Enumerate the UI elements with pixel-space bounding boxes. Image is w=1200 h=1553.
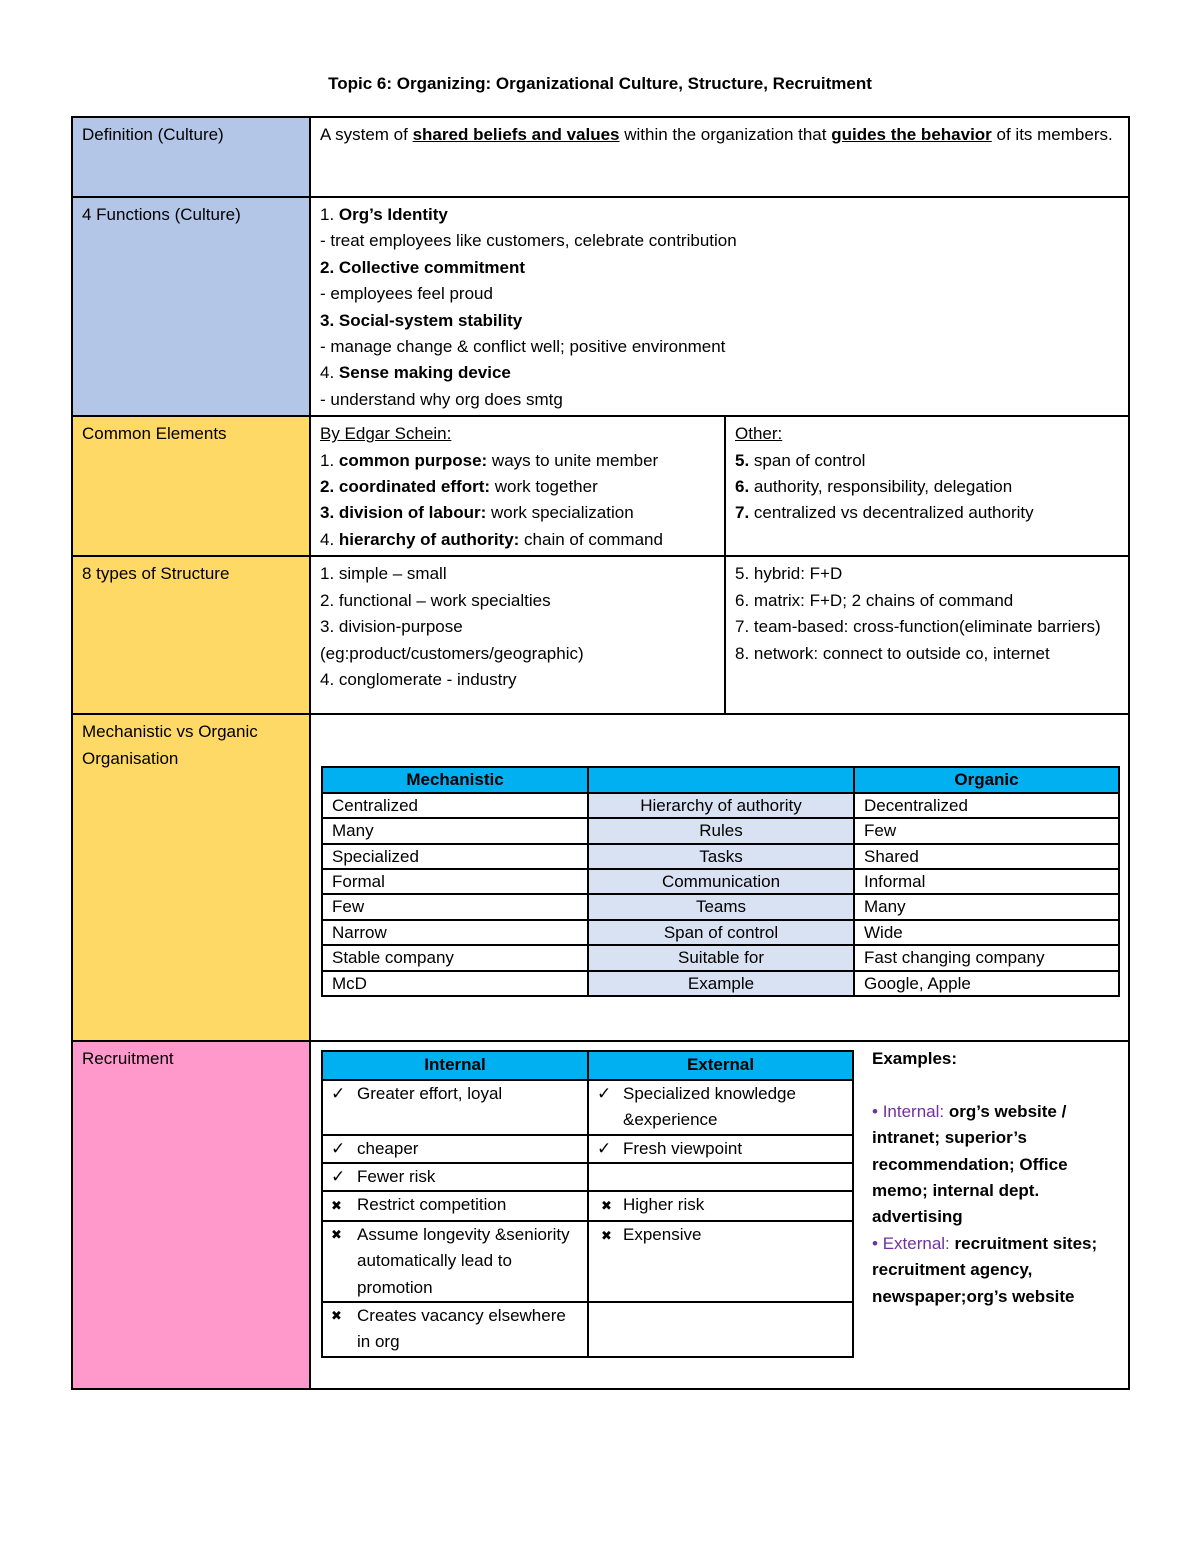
recruitment-cell bbox=[588, 1163, 853, 1191]
element-item: 1. common purpose: ways to unite member bbox=[320, 450, 659, 470]
function-desc: - manage change & conflict well; positive environment bbox=[320, 337, 726, 357]
elements-row bbox=[72, 416, 1129, 556]
table-row bbox=[322, 1302, 853, 1357]
check-icon: ✓ bbox=[331, 1138, 346, 1158]
structure-row bbox=[72, 556, 1129, 714]
cross-icon: ✖ bbox=[601, 1198, 612, 1214]
definition-underline-2: guides the behavior bbox=[831, 125, 992, 144]
function-item: 2. Collective commitment bbox=[320, 257, 526, 277]
recruitment-content bbox=[320, 1046, 1120, 1386]
check-icon: ✓ bbox=[331, 1166, 346, 1186]
mo-cell: Narrow bbox=[322, 920, 588, 945]
recruitment-header-external: External bbox=[588, 1051, 853, 1079]
mo-cell: Fast changing company bbox=[854, 945, 1119, 970]
function-item: 4. Sense making device bbox=[320, 363, 511, 383]
bullet-icon: • bbox=[872, 1101, 878, 1121]
structure-left bbox=[311, 557, 725, 713]
table-row bbox=[322, 1080, 853, 1135]
table-row bbox=[322, 920, 1119, 945]
structure-item: 1. simple – small bbox=[320, 564, 447, 584]
examples-title: Examples: bbox=[872, 1049, 958, 1069]
mo-cell: Wide bbox=[854, 920, 1119, 945]
check-icon: ✓ bbox=[597, 1083, 612, 1103]
elements-other bbox=[725, 417, 1128, 555]
mo-cell: Few bbox=[854, 818, 1119, 843]
table-row bbox=[322, 844, 1119, 869]
examples-internal: • Internal: org’s website / intranet; superior’s recommendation; Office memo; internal dept. advertising bbox=[872, 1101, 1068, 1227]
recruitment-cell: ✖ Restrict competition bbox=[322, 1191, 588, 1220]
recruitment-examples bbox=[872, 1046, 1112, 1310]
mo-header-row bbox=[322, 767, 1119, 792]
table-row bbox=[322, 818, 1119, 843]
function-item: 3. Social-system stability bbox=[320, 310, 523, 330]
structure-item: 4. conglomerate - industry bbox=[320, 669, 517, 689]
recruitment-cell bbox=[588, 1302, 853, 1357]
structure-item: 6. matrix: F+D; 2 chains of command bbox=[735, 590, 1014, 610]
mo-cell: Shared bbox=[854, 844, 1119, 869]
elements-split bbox=[311, 417, 1128, 555]
mo-cell: Google, Apple bbox=[854, 971, 1119, 996]
elements-schein bbox=[311, 417, 725, 555]
elements-label: Common Elements bbox=[72, 416, 310, 556]
check-icon: ✓ bbox=[597, 1138, 612, 1158]
cross-icon: ✖ bbox=[331, 1198, 342, 1214]
mo-cell: Many bbox=[854, 894, 1119, 919]
structure-item: 7. team-based: cross-function(eliminate barriers) bbox=[735, 617, 1101, 637]
page-title: Topic 6: Organizing: Organizational Culture, Structure, Recruitment bbox=[328, 74, 872, 93]
recruitment-header-internal: Internal bbox=[322, 1051, 588, 1079]
table-row bbox=[322, 1163, 853, 1191]
element-item: 7. centralized vs decentralized authority bbox=[735, 503, 1034, 523]
table-row bbox=[322, 869, 1119, 894]
definition-underline-1: shared beliefs and values bbox=[412, 125, 620, 144]
mo-cell: Rules bbox=[588, 818, 854, 843]
table-row bbox=[322, 945, 1119, 970]
mo-cell: Hierarchy of authority bbox=[588, 793, 854, 818]
element-item: 4. hierarchy of authority: chain of command bbox=[320, 529, 663, 549]
definition-label: Definition (Culture) bbox=[72, 117, 310, 197]
element-item: 2. coordinated effort: work together bbox=[320, 477, 598, 497]
mo-cell: Specialized bbox=[322, 844, 588, 869]
recruitment-cell: ✖ Expensive bbox=[588, 1221, 853, 1302]
mo-header-blank bbox=[588, 767, 854, 792]
bullet-icon: • bbox=[872, 1233, 878, 1253]
mechanistic-organic-table bbox=[321, 766, 1120, 997]
function-item: 1. Org’s Identity bbox=[320, 205, 448, 224]
recruitment-cell: ✖ Higher risk bbox=[588, 1191, 853, 1220]
cross-icon: ✖ bbox=[601, 1227, 612, 1243]
mo-cell: Centralized bbox=[322, 793, 588, 818]
element-item: 3. division of labour: work specialization bbox=[320, 503, 634, 523]
recruitment-cell: ✓ Fewer risk bbox=[322, 1163, 588, 1191]
table-row bbox=[322, 1191, 853, 1220]
function-desc: - employees feel proud bbox=[320, 284, 493, 304]
mo-cell: Teams bbox=[588, 894, 854, 919]
recruitment-cell: ✓ Fresh viewpoint bbox=[588, 1135, 853, 1163]
functions-label: 4 Functions (Culture) bbox=[72, 197, 310, 416]
recruitment-row bbox=[72, 1041, 1129, 1389]
recruitment-cell: ✖ Creates vacancy elsewhere in org bbox=[322, 1302, 588, 1357]
table-row bbox=[322, 1221, 853, 1302]
element-item: 5. span of control bbox=[735, 450, 866, 470]
mo-cell: Decentralized bbox=[854, 793, 1119, 818]
cross-icon: ✖ bbox=[331, 1226, 342, 1242]
recruitment-cell: ✓ Specialized knowledge &experience bbox=[588, 1080, 853, 1135]
functions-row bbox=[72, 197, 1129, 416]
table-row bbox=[322, 1135, 853, 1163]
mo-cell: Span of control bbox=[588, 920, 854, 945]
mo-header-mechanistic: Mechanistic bbox=[322, 767, 588, 792]
mo-cell: Example bbox=[588, 971, 854, 996]
table-row bbox=[322, 793, 1119, 818]
table-row bbox=[322, 894, 1119, 919]
functions-list bbox=[310, 197, 1129, 416]
recruitment-table bbox=[321, 1050, 854, 1357]
structure-item: 3. division-purpose (eg:product/customers/geographic) bbox=[320, 617, 584, 663]
table-row bbox=[322, 971, 1119, 996]
mo-cell: Tasks bbox=[588, 844, 854, 869]
mo-cell: Communication bbox=[588, 869, 854, 894]
recruitment-cell: ✖ Assume longevity &seniority automatically lead to promotion bbox=[322, 1221, 588, 1302]
mo-header-organic: Organic bbox=[854, 767, 1119, 792]
structure-right bbox=[725, 557, 1128, 713]
structure-item: 8. network: connect to outside co, internet bbox=[735, 643, 1050, 663]
check-icon: ✓ bbox=[331, 1083, 346, 1103]
structure-item: 2. functional – work specialties bbox=[320, 590, 551, 610]
mo-cell: McD bbox=[322, 971, 588, 996]
function-desc: - treat employees like customers, celebrate contribution bbox=[320, 231, 737, 251]
examples-external: • External: recruitment sites; recruitment agency, newspaper;org’s website bbox=[872, 1233, 1098, 1306]
definition-row bbox=[72, 117, 1129, 197]
recruitment-header-row bbox=[322, 1051, 853, 1079]
structure-label: 8 types of Structure bbox=[72, 556, 310, 714]
mo-cell: Few bbox=[322, 894, 588, 919]
schein-heading: By Edgar Schein: bbox=[320, 424, 452, 444]
recruitment-cell: ✓ Greater effort, loyal bbox=[322, 1080, 588, 1135]
cross-icon: ✖ bbox=[331, 1307, 342, 1323]
mo-cell: Stable company bbox=[322, 945, 588, 970]
summary-table bbox=[71, 116, 1130, 1390]
structure-item: 5. hybrid: F+D bbox=[735, 564, 843, 584]
mo-cell: Many bbox=[322, 818, 588, 843]
recruitment-label: Recruitment bbox=[72, 1041, 310, 1389]
function-desc: - understand why org does smtg bbox=[320, 389, 563, 409]
recruitment-cell: ✓ cheaper bbox=[322, 1135, 588, 1163]
mechanistic-label: Mechanistic vs Organic Organisation bbox=[72, 714, 310, 1041]
other-heading: Other: bbox=[735, 424, 783, 444]
element-item: 6. authority, responsibility, delegation bbox=[735, 477, 1013, 497]
mo-cell: Suitable for bbox=[588, 945, 854, 970]
mechanistic-row bbox=[72, 714, 1129, 1041]
definition-text: A system of shared beliefs and values within the organization that guides the behavior of its members. bbox=[310, 117, 1129, 197]
mo-cell: Formal bbox=[322, 869, 588, 894]
mo-cell: Informal bbox=[854, 869, 1119, 894]
structure-split bbox=[311, 557, 1128, 713]
